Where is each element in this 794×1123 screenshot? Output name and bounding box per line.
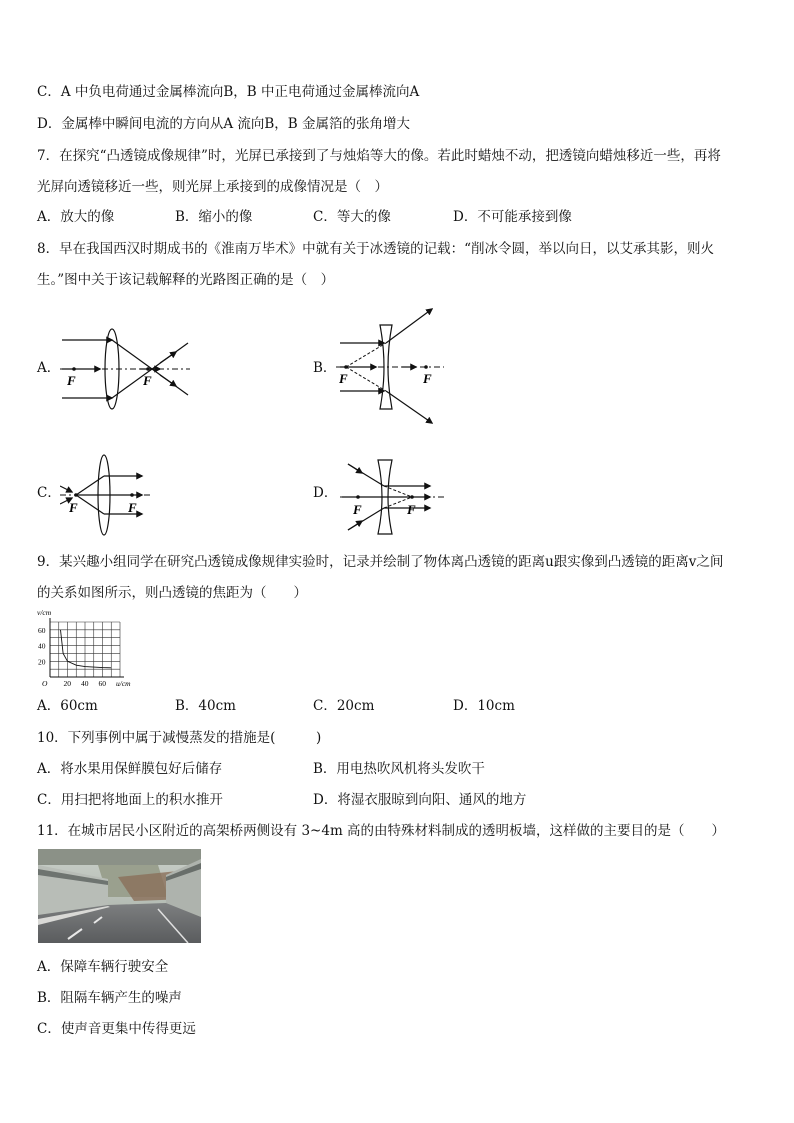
focus-label: F [407, 502, 416, 517]
q9-option-c: C．20cm [313, 698, 375, 714]
q8-stem-line2: 生。”图中关于该记载解释的光路图正确的是（ ） [37, 272, 335, 288]
focus-label: F [69, 500, 78, 515]
q10-option-b: B．用电热吹风机将头发吹干 [313, 761, 485, 777]
x-tick-label: 60 [98, 679, 106, 688]
y-tick-label: 20 [38, 657, 46, 667]
q10-stem: 10．下列事例中属于减慢蒸发的措施是( ) [37, 730, 322, 746]
q10-option-c: C．用扫把将地面上的积水推开 [37, 792, 223, 808]
q11-stem: 11．在城市居民小区附近的高架桥两侧设有 3~4m 高的由特殊材料制成的透明板墙，这样做的主要目的是（ ） [37, 823, 726, 839]
q8-diagram-b [336, 305, 446, 427]
origin-label: O [42, 679, 48, 688]
q8-diagram-c [60, 452, 160, 538]
q8-label-c: C． [37, 485, 61, 501]
q9-option-a: A．60cm [37, 698, 98, 714]
focus-label: F [143, 373, 152, 388]
highway-sound-barrier-photo [38, 849, 201, 943]
q8-label-d: D． [313, 485, 338, 501]
q7-option-c: C．等大的像 [313, 209, 391, 225]
q6-option-c: C．A 中负电荷通过金属棒流向B，B 中正电荷通过金属棒流向A [37, 84, 420, 100]
q9-option-d: D．10cm [453, 698, 515, 714]
focus-label: F [67, 373, 76, 388]
uv-chart [36, 607, 140, 689]
focus-label: F [353, 502, 362, 517]
q8-diagram-a [60, 318, 200, 418]
q8-label-b: B． [313, 360, 337, 376]
uv-curve [61, 630, 112, 668]
q11-option-b: B．阻隔车辆产生的噪声 [37, 990, 182, 1006]
q7-option-d: D．不可能承接到像 [453, 209, 572, 225]
x-tick-label: 20 [63, 679, 71, 688]
q11-option-c: C．使声音更集中传得更远 [37, 1021, 196, 1037]
focus-label: F [128, 500, 137, 515]
chart-curve [61, 630, 112, 668]
q6-option-d: D．金属棒中瞬间电流的方向从A 流向B，B 金属箔的张角增大 [37, 116, 410, 132]
q7-stem-line2: 光屏向透镜移近一些，则光屏上承接到的成像情况是（ ） [37, 179, 388, 195]
x-axis-label: u/cm [116, 679, 131, 688]
q11-option-a: A．保障车辆行驶安全 [37, 959, 169, 975]
q8-stem-line1: 8．早在我国西汉时期成书的《淮南万毕术》中就有关于冰透镜的记载：“削冰令圆，举以向日，以艾承其影，则火 [37, 241, 714, 257]
chart-axes [50, 618, 124, 677]
q7-option-b: B．缩小的像 [175, 209, 253, 225]
q8-diagram-d [340, 456, 446, 540]
q8-label-a: A． [37, 360, 61, 376]
y-tick-label: 60 [38, 625, 46, 635]
chart-labels [37, 608, 131, 688]
x-tick-label: 40 [81, 679, 89, 688]
q7-option-a: A．放大的像 [37, 209, 115, 225]
y-axis-label: v/cm [37, 608, 52, 617]
q9-option-b: B．40cm [175, 698, 236, 714]
q9-stem-line2: 的关系如图所示，则凸透镜的焦距为（ ） [37, 585, 307, 601]
focus-label: F [423, 371, 432, 386]
y-tick-label: 40 [38, 641, 46, 651]
q9-stem-line1: 9．某兴趣小组同学在研究凸透镜成像规律实验时，记录并绘制了物体离凸透镜的距离u跟实像到凸透镜的距离v之间 [37, 554, 724, 570]
q10-option-d: D．将湿衣服晾到向阳、通风的地方 [313, 792, 527, 808]
focus-label: F [339, 371, 348, 386]
q7-stem-line1: 7．在探究“凸透镜成像规律”时，光屏已承接到了与烛焰等大的像。若此时蜡烛不动，把透镜向蜡烛移近一些，再将 [37, 148, 721, 164]
q10-option-a: A．将水果用保鲜膜包好后储存 [37, 761, 223, 777]
